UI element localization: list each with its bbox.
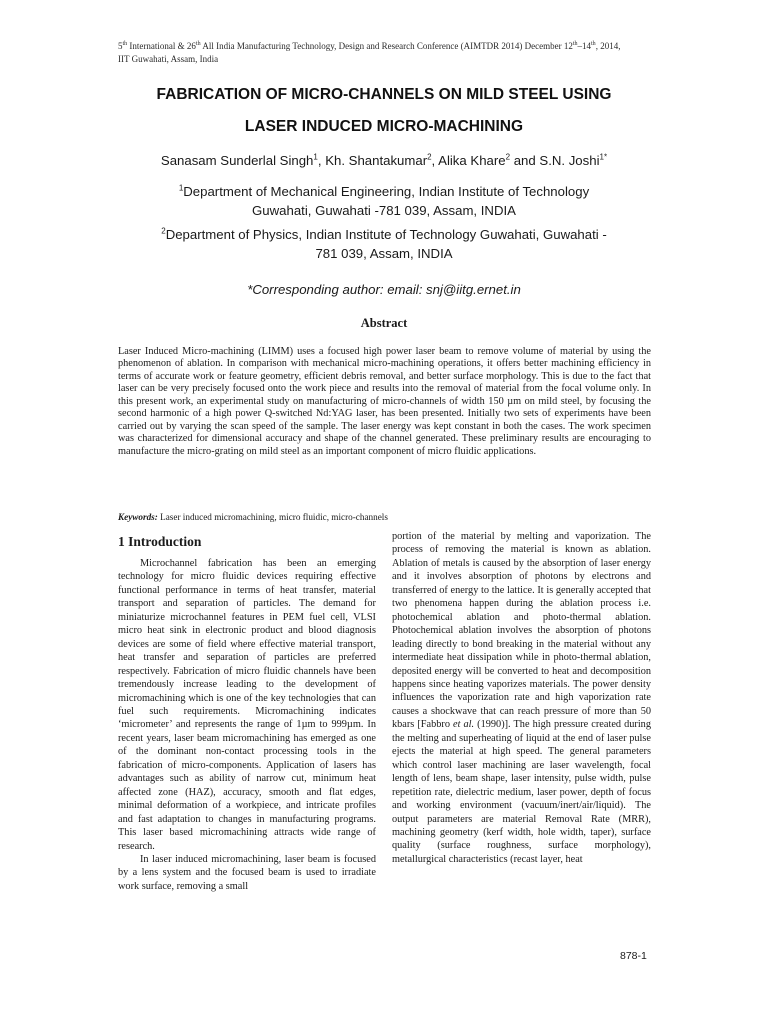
paper-title-line-1: FABRICATION OF MICRO-CHANNELS ON MILD STEEL USING: [156, 86, 612, 103]
right-column: [392, 530, 651, 866]
affiliation-1: $^1$Department of Mechanical Engineering, Indian Institute of Technology Guwahati, Guwahati -781 039, Assam, INDIA: [178, 183, 590, 218]
conference-line: 5th International & 26th All India Manufacturing Technology, Design and Research Conference (AIMTDR 2014) December 12th–14th, 2014,: [118, 41, 621, 51]
intro-paragraph-2: In laser induced micromachining, laser beam is focused by a lens system and the focused beam is used to irradiate work surface, removing a small: [118, 853, 376, 892]
abstract-body: Laser Induced Micro-machining (LIMM) uses a focused high power laser beam to remove volume of material by using the phenomenon of ablation. In comparison with mechanical micro-machining operations, it offers better machining efficiency in terms of accurate work or feature geometry, efficient debris removal, and better surface morphology. This is due to the fact that laser can be very precisely focused onto the work piece and results into the removal of material from the focal volume only. In this present work, an experimental study on manufacturing of micro-channels of width 150 µm on mild steel, by focusing the second harmonic of a high power Q-switched Nd:YAG laser, has been presented. Initially two sets of experiments have been carried out by varying the scan speed of the sample. The laser energy was kept constant in both the cases. The work specimen was characterized for dimensional accuracy and shape of the channel generated. These preliminary results are encouraging to manufacture the micro-grating on mild steel as an important component of micro fluidic applications.: [118, 346, 651, 457]
author-name: Sanasam Sunderlal Singh: [160, 153, 314, 168]
conference-location: IIT Guwahati, Assam, India: [118, 54, 219, 64]
author-name: Alika Khare: [438, 153, 506, 168]
section-heading-introduction: 1 Introduction: [118, 534, 202, 549]
author-name: Kh. Shantakumar: [325, 153, 428, 168]
page-number: 878-1: [620, 950, 647, 962]
corresponding-author: *Corresponding author: email: snj@iitg.ernet.in: [247, 282, 521, 297]
abstract-heading: Abstract: [360, 316, 408, 330]
affiliation-2: $^2$Department of Physics, Indian Institute of Technology Guwahati, Guwahati - 781 039, Assam, INDIA: [161, 226, 607, 261]
keywords: [118, 511, 651, 523]
keywords-text: Laser induced micromachining, micro fluidic, micro-channels: [157, 512, 388, 522]
author-list: Sanasam Sunderlal Singh$^1$, Kh. Shantakumar$^2$, Alika Khare$^2$ and S.N. Joshi$^{1*}$: [160, 152, 608, 168]
intro-paragraph-continued: portion of the material by melting and vaporization. The process of removing the material is known as ablation. Ablation of metals is caused by the absorption of laser energy and it involves absorption of photons by electrons and transferred of energy to the lattice. It is generally accepted that two phenomena happen during the ablation process i.e. photochemical ablation and photo-thermal ablation. Photochemical ablation involves the absorption of photons leading directly to bond breaking in the material without any intermediate heat dissipation while in photo-thermal ablation, deposited energy will be converted to heat and decomposition happens since heating vaporizes materials. The power density influences the vaporization rate and high vaporization rate causes a shockwave that can reach pressure of more than 50 kbars [Fabbro et al. (1990)]. The high pressure created during the melting and superheating of liquid at the end of laser pulse ejects the material at high speed. The general parameters which control laser machining are laser wavelength, focal length of lens, beam shape, laser intensity, pulse width, pulse repetition rate, dielectric medium, laser power, depth of focus and working environment (vacuum/inert/air/liquid). The output parameters are material Removal Rate (MRR), machining geometry (kerf width, hole width, taper), surface quality (surface roughness, surface morphology), metallurgical characteristics (recast layer, heat: [392, 531, 651, 865]
paper-title-line-2: LASER INDUCED MICRO-MACHINING: [244, 118, 524, 135]
keywords-label: Keywords:: [118, 512, 158, 522]
intro-paragraph-1: Microchannel fabrication has been an emerging technology for micro fluidic devices requiring effective functional performance in terms of heat transfer, material transport and separation of particles. The demand for miniaturize microchannel features in PEM fuel cell, VLSI micro heat sink in electronic product and blood diagnosis devices are some of field where effective material transport, heat transfer and separation of particles are preferred respectively. Fabrication of micro fluidic channels have been tremendously increase leading to the development of micromachining which is one of the key technologies that can fuel such requirements. Micromachining indicates ‘micrometer’ and represents the range of 1µm to 999µm. In recent years, laser beam micromachining has emerged as one of the dominant non-contact processing tools in the fabrication of micro-components. Application of lasers has advantages such as ability of narrow cut, minimum heat affected zone (HAZ), accuracy, smooth and flat edges, minimal deformation of a workpiece, and intricate profiles and fast adaptation to changes in manufacturing programs. This laser based micromachining attracts wide range of research.: [118, 558, 376, 852]
conference-header: [118, 40, 678, 66]
left-column: [118, 532, 376, 893]
author-name: S.N. Joshi: [539, 153, 600, 168]
